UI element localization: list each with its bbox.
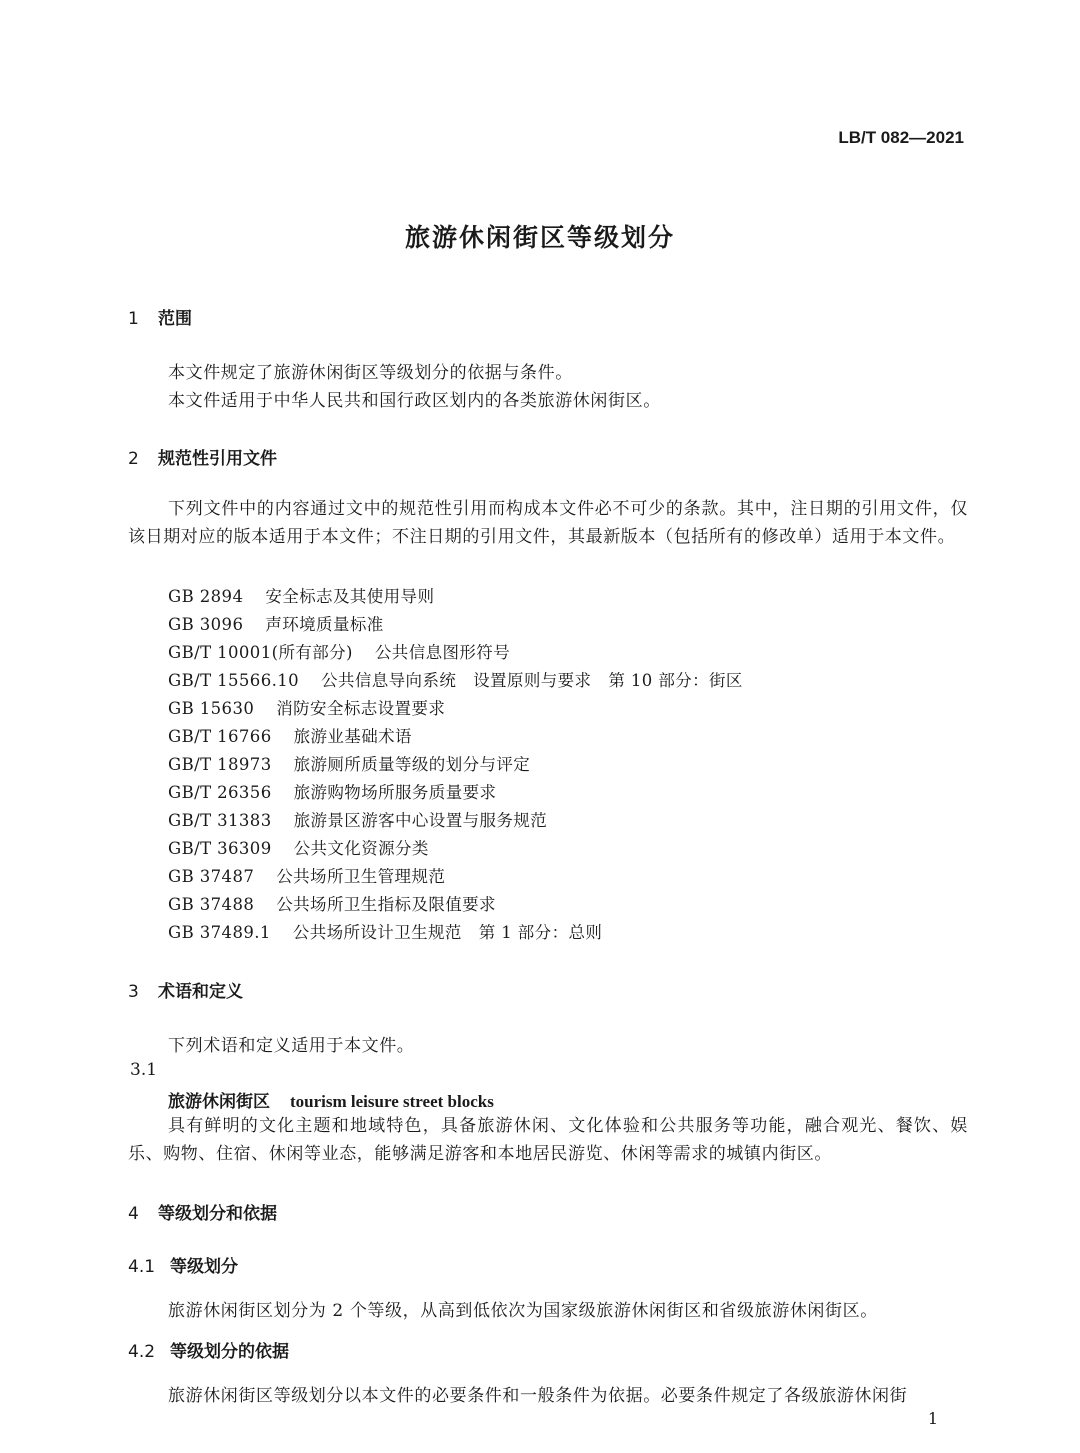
reference-code: GB/T 10001(所有部分) xyxy=(168,643,353,662)
section-number: 2 xyxy=(128,449,139,469)
reference-code: GB/T 18973 xyxy=(168,755,272,774)
subsection-number: 4.1 xyxy=(128,1257,156,1277)
reference-title: 公共信息导向系统 设置原则与要求 第 10 部分：街区 xyxy=(321,671,743,690)
reference-item xyxy=(168,583,434,607)
reference-title: 公共信息图形符号 xyxy=(374,643,511,662)
reference-item xyxy=(168,611,384,635)
reference-title: 公共场所卫生指标及限值要求 xyxy=(276,895,496,914)
section-title: 等级划分和依据 xyxy=(158,1204,277,1224)
reference-code: GB/T 16766 xyxy=(168,727,272,746)
reference-title: 声环境质量标准 xyxy=(265,615,384,634)
section-title: 范围 xyxy=(158,309,192,329)
section-1-heading xyxy=(128,304,192,329)
reference-item xyxy=(168,751,530,775)
standard-code: LB/T 082—2021 xyxy=(838,128,964,147)
reference-item xyxy=(168,723,412,747)
subclause-number: 3.1 xyxy=(130,1060,158,1080)
reference-title: 公共场所设计卫生规范 第 1 部分：总则 xyxy=(292,923,603,942)
paragraph: 旅游休闲街区等级划分以本文件的必要条件和一般条件为依据。必要条件规定了各级旅游休闲街 xyxy=(168,1386,908,1406)
reference-item xyxy=(168,835,429,859)
subsection-4-1-heading xyxy=(128,1252,238,1277)
section-4-heading xyxy=(128,1199,277,1224)
reference-code: GB 2894 xyxy=(168,587,244,606)
section-3-heading xyxy=(128,977,243,1002)
paragraph: 本文件规定了旅游休闲街区等级划分的依据与条件。 xyxy=(168,363,573,383)
reference-item xyxy=(168,779,496,803)
reference-code: GB/T 15566.10 xyxy=(168,671,300,690)
reference-title: 旅游厕所质量等级的划分与评定 xyxy=(293,755,531,774)
reference-title: 公共场所卫生管理规范 xyxy=(276,867,446,886)
term-english: tourism leisure street blocks xyxy=(290,1092,494,1111)
section-number: 4 xyxy=(128,1204,139,1224)
document-title: 旅游休闲街区等级划分 xyxy=(404,223,675,252)
section-number: 1 xyxy=(128,309,139,329)
reference-code: GB/T 26356 xyxy=(168,783,272,802)
definition: 具有鲜明的文化主题和地域特色，具备旅游休闲、文化体验和公共服务等功能，融合观光、餐饮、娱乐、购物、住宿、休闲等业态，能够满足游客和本地居民游览、休闲等需求的城镇内街区。 xyxy=(128,1116,968,1164)
reference-title: 安全标志及其使用导则 xyxy=(265,587,435,606)
section-title: 规范性引用文件 xyxy=(158,449,277,469)
reference-item xyxy=(168,695,445,719)
reference-code: GB/T 31383 xyxy=(168,811,272,830)
reference-code: GB/T 36309 xyxy=(168,839,272,858)
reference-item xyxy=(168,891,496,915)
paragraph: 旅游休闲街区划分为 2 个等级，从高到低依次为国家级旅游休闲街区和省级旅游休闲街区。 xyxy=(168,1301,878,1321)
reference-item xyxy=(168,639,510,663)
section-2-heading xyxy=(128,444,277,469)
reference-item xyxy=(168,919,602,943)
section-title: 术语和定义 xyxy=(158,982,243,1002)
term-chinese: 旅游休闲街区 xyxy=(168,1092,270,1112)
paragraph: 下列术语和定义适用于本文件。 xyxy=(168,1036,415,1056)
reference-code: GB 37489.1 xyxy=(168,923,271,942)
term-entry xyxy=(168,1087,494,1112)
subsection-title: 等级划分的依据 xyxy=(170,1342,289,1362)
subsection-title: 等级划分 xyxy=(170,1257,238,1277)
reference-title: 旅游购物场所服务质量要求 xyxy=(293,783,497,802)
reference-code: GB 3096 xyxy=(168,615,244,634)
reference-title: 旅游景区游客中心设置与服务规范 xyxy=(293,811,548,830)
reference-title: 公共文化资源分类 xyxy=(293,839,429,858)
reference-title: 消防安全标志设置要求 xyxy=(276,699,446,718)
subsection-number: 4.2 xyxy=(128,1342,156,1362)
paragraph: 下列文件中的内容通过文中的规范性引用而构成本文件必不可少的条款。其中，注日期的引用文件，仅该日期对应的版本适用于本文件；不注日期的引用文件，其最新版本（包括所有的修改单）适用于本文件。 xyxy=(128,499,968,547)
reference-code: GB 15630 xyxy=(168,699,255,718)
reference-item xyxy=(168,807,547,831)
reference-code: GB 37488 xyxy=(168,895,255,914)
subsection-4-2-heading xyxy=(128,1337,289,1362)
paragraph: 本文件适用于中华人民共和国行政区划内的各类旅游休闲街区。 xyxy=(168,391,661,411)
page-number: 1 xyxy=(927,1409,938,1428)
section-number: 3 xyxy=(128,982,139,1002)
reference-item xyxy=(168,667,743,691)
reference-code: GB 37487 xyxy=(168,867,255,886)
reference-item xyxy=(168,863,445,887)
reference-title: 旅游业基础术语 xyxy=(293,727,412,746)
